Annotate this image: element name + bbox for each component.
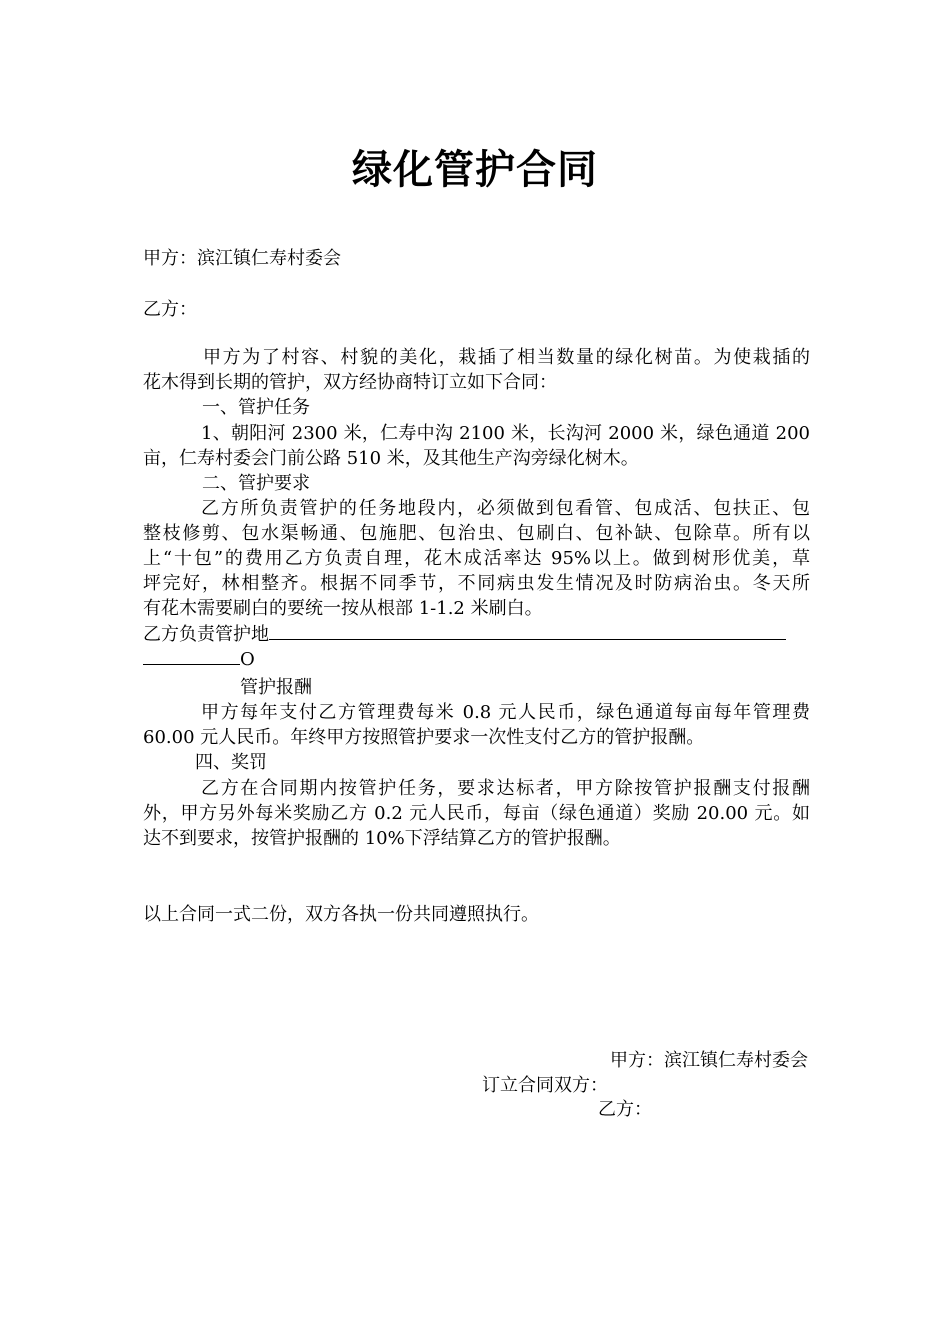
section-heading: 管护报酬 — [240, 677, 312, 698]
intro-line: 甲方为了村容、村貌的美化，栽插了相当数量的绿化树苗。为使栽插的 — [203, 347, 810, 368]
fill-in-label: 乙方负责管护地 — [143, 624, 269, 645]
signature-both-parties: 订立合同双方： — [482, 1075, 608, 1096]
section-body-line: 甲方每年支付乙方管理费每米 0.8 元人民币，绿色通道每亩每年管理费 — [201, 702, 810, 723]
intro-line: 花木得到长期的管护，双方经协商特订立如下合同： — [143, 372, 557, 393]
section-body-line: 60.00 元人民币。年终甲方按照管护要求一次性支付乙方的管护报酬。 — [143, 727, 705, 748]
fill-in-row — [143, 621, 810, 647]
section-body-line: 达不到要求，按管护报酬的 10%下浮结算乙方的管护报酬。 — [143, 828, 621, 849]
section-body-line: 乙方所负责管护的任务地段内，必须做到包看管、包成活、包扶正、包 — [201, 498, 810, 519]
closing-line: 以上合同一式二份，双方各执一份共同遵照执行。 — [143, 904, 539, 925]
fill-in-blank — [269, 621, 786, 640]
section-body-line: 有花木需要刷白的要统一按从根部 1-1.2 米刷白。 — [143, 598, 543, 619]
fill-in-blank — [143, 646, 240, 665]
section-body-line: 整枝修剪、包水渠畅通、包施肥、包治虫、包刷白、包补缺、包除草。所有以 — [143, 523, 810, 544]
section-heading: 二、管护要求 — [202, 473, 310, 494]
section-heading: 四、奖罚 — [195, 752, 267, 773]
section-body-line: 上“十包”的费用乙方负责自理，花木成活率达 95%以上。做到树形优美，草 — [143, 548, 810, 569]
fill-in-row-end — [143, 646, 810, 672]
section-body-line: 坪完好，林相整齐。根据不同季节，不同病虫发生情况及时防病治虫。冬天所 — [143, 573, 810, 594]
signature-party-a: 甲方：滨江镇仁寿村委会 — [610, 1050, 808, 1071]
party-a-line: 甲方：滨江镇仁寿村委会 — [143, 248, 341, 269]
section-body-line: 1、朝阳河 2300 米，仁寿中沟 2100 米，长沟河 2000 米，绿色通道 200 — [201, 423, 810, 444]
party-b-line: 乙方： — [143, 299, 197, 320]
signature-party-b: 乙方： — [598, 1099, 652, 1120]
document-title: 绿化管护合同 — [352, 146, 598, 193]
section-body-line: 外，甲方另外每米奖励乙方 0.2 元人民币，每亩（绿色通道）奖励 20.00 元。如 — [143, 803, 810, 824]
section-heading: 一、管护任务 — [202, 397, 310, 418]
section-body-line: 乙方在合同期内按管护任务，要求达标者，甲方除按管护报酬支付报酬 — [201, 778, 810, 799]
section-body-line: 亩，仁寿村委会门前公路 510 米，及其他生产沟旁绿化树木。 — [143, 448, 639, 469]
fill-in-end: O — [240, 649, 255, 670]
